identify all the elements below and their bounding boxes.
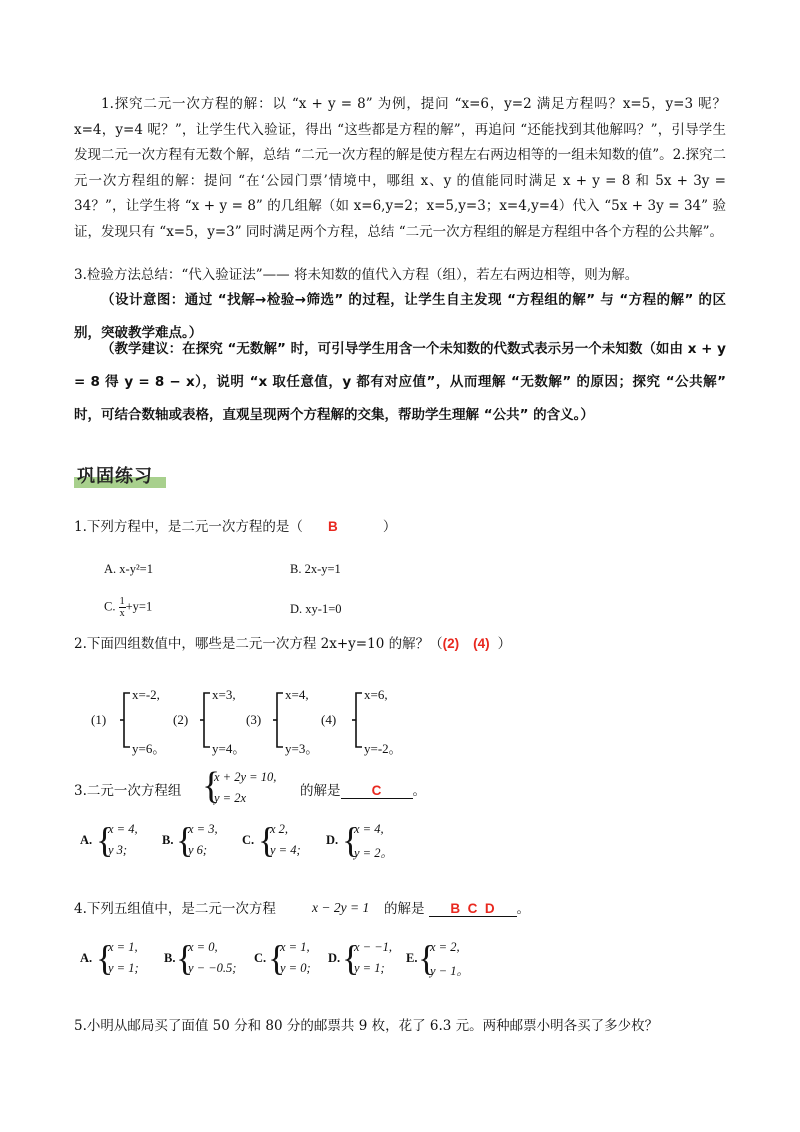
question-4-answer: B C D <box>429 901 517 917</box>
question-3-stem-rest <box>300 779 426 799</box>
question-3-option-d <box>326 820 406 864</box>
fraction-numerator: 1 <box>119 596 125 607</box>
brace-icon: { <box>176 820 194 860</box>
question-1-answer: B <box>328 519 338 534</box>
option-label: A. <box>80 951 93 965</box>
brace-icon: { <box>342 820 360 860</box>
option-top-line: x − −1, <box>354 940 393 954</box>
option-top-line: x 2, <box>270 822 289 836</box>
question-2-answer-2: (4) <box>473 636 490 651</box>
question-1-option-c-fraction <box>119 596 126 619</box>
option-label: C. <box>254 951 267 965</box>
question-1-stem <box>74 515 396 535</box>
question-4-stem-mid: 的解是 <box>384 901 425 917</box>
option-top-line: x = 1, <box>280 940 310 954</box>
question-1-option-c-rest: +y=1 <box>125 599 153 614</box>
question-2-group-2-bottom: y=4。 <box>212 741 246 756</box>
question-4-option-d <box>328 938 408 982</box>
question-2-stem-start: 2.下面四组数值中，哪些是二元一次方程 2x+y=10 的解？（ <box>74 636 443 652</box>
question-3-system-top: x + 2y = 10, <box>214 770 277 784</box>
brace-icon: { <box>268 938 286 978</box>
question-4-option-c <box>254 938 334 982</box>
question-4-option-a <box>80 938 160 982</box>
question-1-option-c-label: C. <box>104 599 116 614</box>
design-intent-note: （设计意图：通过 “找解→检验→筛选” 的过程，让学生自主发现 “方程组的解” 与 “方程的解” 的区别，突破教学难点。） <box>74 292 726 341</box>
option-top-line: x = 4, <box>108 822 138 836</box>
question-3-answer: C <box>341 783 413 799</box>
question-2-answer-1: (2) <box>442 636 460 651</box>
option-top-line: x = 2, <box>430 940 460 954</box>
question-4-equation: x − 2y = 1 <box>312 900 370 915</box>
intro-paragraph-1: 1.探究二元一次方程的解：以 “x + y = 8” 为例，提问 “x=6，y=2 满足方程吗？x=5，y=3 呢？x=4，y=4 呢？”，让学生代入验证，得出 “这些都是方程的解”，再追问 “还能找到其他解吗？”，引导学生发现二元一次方程有无数个解，总结 “二元一次方程的解是使方程左右两边相等的一组未知数的值”。2.探究二元一次方程组的解：提问 “在‘公园门票’情境中，哪组 x、y 的值能同时满足 x + y = 8 和 5x + 3y = 34？”，让学生将 “x + y = 8” 的几组解（如 x=6,y=2；x=5,y=3；x=4,y=4）代入 “5x + 3y = 34” 验证，发现只有 “x=5，y=3” 同时满足两个方程，总结 “二元一次方程组的解是方程组中各个方程的公共解”。 <box>74 96 726 240</box>
option-bottom-line: y − 1。 <box>430 964 469 978</box>
brace-icon: { <box>418 938 436 978</box>
question-3-stem-mid: 的解是 <box>300 783 341 799</box>
option-bottom-line: y = 1; <box>108 961 139 975</box>
option-bottom-line: y − −0.5; <box>188 961 237 975</box>
question-2-group-1-top: x=-2, <box>132 687 160 702</box>
question-4-option-e <box>406 938 486 982</box>
question-3-option-c <box>242 820 322 864</box>
question-3-stem-end: 。 <box>412 783 426 799</box>
option-bottom-line: y = 0; <box>280 961 311 975</box>
option-label: C. <box>242 833 255 847</box>
question-4-stem-rest <box>384 897 530 917</box>
question-4-option-b <box>164 938 244 982</box>
question-2-group-2-label: (2) <box>173 712 189 727</box>
question-1-stem-end: ） <box>382 519 397 535</box>
intro-paragraph-2: 3.检验方法总结：“代入验证法”—— 将未知数的值代入方程（组），若左右两边相等，则为解。 <box>74 267 639 283</box>
question-3-system <box>202 765 292 812</box>
section-title <box>74 462 166 488</box>
brace-icon: { <box>176 938 194 978</box>
option-top-line: x = 4, <box>354 822 384 836</box>
option-label: E. <box>406 951 418 965</box>
teaching-suggestion-note: （教学建议：在探究 “无数解” 时，可引导学生用含一个未知数的代数式表示另一个未知数（如由 x + y = 8 得 y = 8 − x），说明 “x 取任意值，y 都有对应值”，从而理解 “无数解” 的原因；探究 “公共解” 时，可结合数轴或表格，直观呈现两个方程解的交集，帮助学生理解 “公共” 的含义。） <box>74 341 726 423</box>
brace-icon: { <box>96 938 114 978</box>
question-1-option-c <box>104 596 152 619</box>
question-3-option-a <box>80 820 160 864</box>
question-1-option-a: A. x-y²=1 <box>104 562 153 576</box>
option-top-line: x = 0, <box>188 940 218 954</box>
question-2-group-4-bottom: y=-2。 <box>364 741 402 756</box>
question-3-option-b <box>162 820 242 864</box>
option-bottom-line: y 3; <box>108 843 128 857</box>
option-bottom-line: y = 1; <box>354 961 385 975</box>
brace-icon: { <box>258 820 276 860</box>
section-title-text: 巩固练习 <box>77 466 153 487</box>
question-2-stem-end: ） <box>497 636 512 652</box>
question-5-stem: 5.小明从邮局买了面值 50 分和 80 分的邮票共 9 枚，花了 6.3 元。两种邮票小明各买了多少枚？ <box>74 1018 659 1034</box>
question-1-stem-start: 1.下列方程中，是二元一次方程的是（ <box>74 519 303 535</box>
question-3-system-bottom: y = 2x <box>214 791 247 805</box>
option-bottom-line: y = 2。 <box>354 846 393 860</box>
question-1-option-b: B. 2x-y=1 <box>290 562 341 576</box>
option-label: D. <box>328 951 341 965</box>
brace-icon: { <box>96 820 114 860</box>
question-4-stem-end: 。 <box>516 901 530 917</box>
option-top-line: x = 3, <box>188 822 218 836</box>
question-2-group-2-top: x=3, <box>212 687 236 702</box>
brace-icon: { <box>342 938 360 978</box>
question-2-group-3-label: (3) <box>246 712 262 727</box>
question-2-group-4-label: (4) <box>321 712 337 727</box>
brace-icon: { <box>202 765 221 807</box>
question-2-group-1-label: (1) <box>91 712 107 727</box>
option-bottom-line: y 6; <box>188 843 208 857</box>
question-4-stem-start: 4.下列五组值中，是二元一次方程 <box>74 901 276 917</box>
question-2-group-3-bottom: y=3。 <box>285 741 319 756</box>
question-2-stem <box>74 632 511 652</box>
option-label: B. <box>164 951 176 965</box>
question-2-group-3-top: x=4, <box>285 687 309 702</box>
question-1-option-d: D. xy-1=0 <box>290 602 342 616</box>
option-label: D. <box>326 833 339 847</box>
question-2-group-1-bottom: y=6。 <box>132 741 166 756</box>
option-top-line: x = 1, <box>108 940 138 954</box>
fraction-denominator: x <box>119 608 125 619</box>
option-bottom-line: y = 4; <box>270 843 301 857</box>
question-2-group-4-top: x=6, <box>364 687 388 702</box>
question-3-stem-start: 3.二元一次方程组 <box>74 783 182 799</box>
option-label: B. <box>162 833 174 847</box>
option-label: A. <box>80 833 93 847</box>
